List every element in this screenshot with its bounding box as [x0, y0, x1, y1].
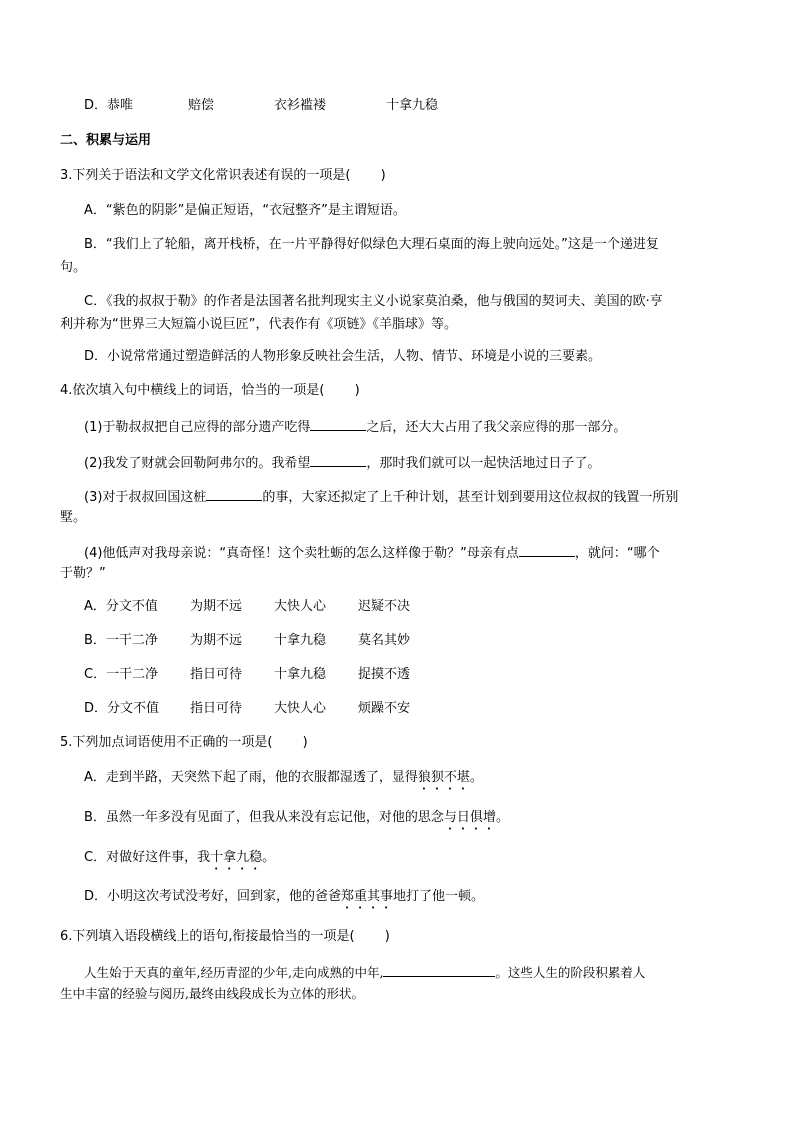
- fill-blank[interactable]: [519, 542, 575, 557]
- q6-stem: 6.下列填入语段横线上的语句,衔接最恰当的一项是( ): [60, 929, 390, 944]
- q4-sentence-1: (1)于勒叔叔把自己应得的部分遗产吃得 之后，还大大占用了我父亲应得的那一部分。: [84, 416, 626, 438]
- q3-option-b-line1: B．“我们上了轮船，离开栈桥，在一片平静得好似绿色大理石桌面的海上驶向远处。”这是一个递进复: [84, 237, 659, 252]
- q6-passage-line2: 生中丰富的经验与阅历,最终由线段成长为立体的形状。: [60, 986, 364, 1001]
- option-word-4: 烦躁不安: [358, 701, 411, 716]
- q5-option-c: C．对做好这件事，我十拿九稳。: [84, 850, 276, 865]
- option-word-2: 指日可待: [190, 701, 243, 716]
- q3-option-c-line2: 利并称为“世界三大短篇小说巨匠”，代表作有《项链》《羊脂球》等。: [60, 317, 457, 332]
- option-word-2: 为期不远: [190, 599, 243, 614]
- q4-sentence-2: (2)我发了财就会回勒阿弗尔的。我希望 ，那时我们就可以一起快活地过日子了。: [84, 452, 600, 474]
- option-word-2: 指日可待: [190, 667, 243, 682]
- q4-sentence-3-line2: 墅。: [60, 510, 87, 525]
- option-label: D．分文不值: [84, 701, 160, 716]
- option-word-4: 迟疑不决: [358, 599, 411, 614]
- q5-stem: 5.下列加点词语使用不正确的一项是( ): [60, 735, 308, 750]
- option-word-2: 为期不远: [190, 633, 243, 648]
- q6-passage-line1: 人生始于天真的童年,经历青涩的少年,走向成熟的中年, 。这些人生的阶段积累着人: [84, 962, 645, 983]
- option-word-2: 赔偿: [188, 98, 215, 113]
- option-label: C．一干二净: [84, 667, 159, 682]
- option-word-4: 捉摸不透: [358, 667, 411, 682]
- option-word-3: 衣衫褴褛: [274, 98, 327, 113]
- q5-option-d: D．小明这次考试没考好，回到家，他的爸爸郑重其事地打了他一顿。: [84, 889, 485, 904]
- fill-blank[interactable]: [383, 962, 495, 977]
- option-word-3: 十拿九稳: [274, 667, 327, 682]
- fill-blank[interactable]: [310, 452, 366, 467]
- q5-option-b: B．虽然一年多没有见面了，但我从来没有忘记他，对他的思念与日俱增。: [84, 810, 509, 825]
- q4-sentence-3: (3)对于叔叔回国这桩 的事，大家还拟定了上千种计划，甚至计划到要用这位叔叔的钱置一所别: [84, 486, 678, 508]
- option-word-3: 大快人心: [274, 599, 327, 614]
- dotted-phrase: 狼狈不堪: [417, 770, 470, 785]
- q5-option-a: A．走到半路，天突然下起了雨，他的衣服都湿透了，显得狼狈不堪。: [84, 770, 483, 785]
- dotted-phrase: 十拿九稳: [210, 850, 263, 865]
- dotted-phrase: 与日俱增: [443, 810, 496, 825]
- fill-blank[interactable]: [310, 416, 366, 431]
- option-word-3: 十拿九稳: [274, 633, 327, 648]
- option-label: D．恭唯: [84, 98, 134, 113]
- fill-blank[interactable]: [206, 486, 262, 501]
- q4-sentence-4-line2: 于勒？”: [60, 566, 106, 581]
- q3-stem: 3.下列关于语法和文学文化常识表述有误的一项是( ): [60, 168, 386, 183]
- q4-stem: 4.依次填入句中横线上的词语，恰当的一项是( ): [60, 383, 360, 398]
- option-word-3: 大快人心: [274, 701, 327, 716]
- section-title: 二、积累与运用: [60, 133, 152, 148]
- q3-option-a: A．“紫色的阴影”是偏正短语，“衣冠整齐”是主谓短语。: [84, 203, 406, 218]
- option-word-4: 十拿九稳: [386, 98, 439, 113]
- option-label: A．分文不值: [84, 599, 158, 614]
- dotted-phrase: 郑重其事: [341, 889, 394, 904]
- q3-option-c-line1: C．《我的叔叔于勒》的作者是法国著名批判现实主义小说家莫泊桑，他与俄国的契诃夫、美国的欧·亨: [84, 294, 663, 309]
- q3-option-b-line2: 句。: [60, 260, 87, 275]
- q4-sentence-4: (4)他低声对我母亲说：“真奇怪！这个卖牡蛎的怎么这样像于勒？”母亲有点 ，就问：“哪个: [84, 542, 660, 564]
- option-label: B．一干二净: [84, 633, 158, 648]
- option-word-4: 莫名其妙: [358, 633, 411, 648]
- q3-option-d: D．小说常常通过塑造鲜活的人物形象反映社会生活，人物、情节、环境是小说的三要素。: [84, 349, 602, 364]
